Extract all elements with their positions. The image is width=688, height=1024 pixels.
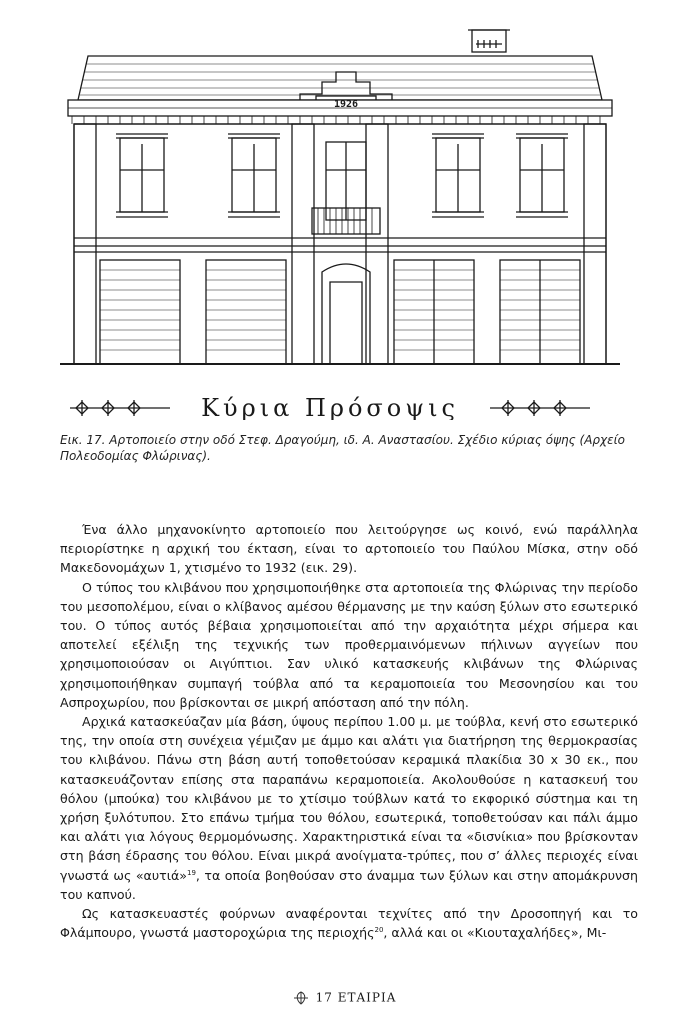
date-plaque-text: 1926 <box>333 99 359 110</box>
paragraph-3-text-b: , τα οποία βοηθούσαν στο άναμμα των ξύλων και στην απομάκρυνση του καπνού. <box>60 867 638 902</box>
entrance-door <box>322 264 370 364</box>
page-number: 17 <box>315 990 333 1005</box>
label-ornament-right <box>490 400 590 416</box>
paragraph-3 <box>60 712 638 904</box>
building-body <box>74 124 606 364</box>
drawing-label: Κύρια Πρόσοψις <box>201 394 459 420</box>
roof <box>78 56 602 100</box>
paragraph-4-text-a: Ως κατασκευαστές φούρνων αναφέρονται τεχνίτες από την Δροσοπηγή και το Φλάμπουρο, γνωστά μαστοροχώρια της περιοχής <box>60 906 638 941</box>
shop-shutters <box>100 260 580 364</box>
chimney <box>472 30 506 52</box>
facade-drawing <box>60 20 620 420</box>
paragraph-1-text: Ένα άλλο μηχανοκίνητο αρτοποιείο που λειτούργησε ως κοινό, ενώ παράλληλα περιορίστηκε η αρχική του έκταση, είναι το αρτοποιείο του Παύλου Μίσκα, στην οδό Μακεδονομάχων 1, χτισμένο το 1932 (εικ. 29). <box>60 522 638 576</box>
flourish-icon <box>292 990 310 1006</box>
paragraph-4-text-b: , αλλά και οι «Κιουταχαλήδες», Μι- <box>383 925 607 941</box>
page-footer <box>0 990 688 1006</box>
article-body <box>60 520 638 942</box>
footnote-ref-20: 20 <box>374 926 384 935</box>
paragraph-1 <box>60 520 638 578</box>
upper-windows <box>116 134 568 217</box>
figure-caption: Εικ. 17. Αρτοποιείο στην οδό Στεφ. Δραγούμη, ιδ. Α. Αναστασίου. Σχέδιο κύριας όψης (Αρχείο Πολεοδομίας Φλώρινας). <box>60 433 626 463</box>
paragraph-3-text-a: Αρχικά κατασκεύαζαν μία βάση, ύψους περίπου 1.00 μ. με τούβλα, κενή στο εσωτερικό της, την οποία στη συνέχεια γέμιζαν με άμμο και αλάτι για διατήρηση της θερμοκρασίας του κλιβάνου. Πάνω στη βάση αυτή τοποθετούσαν κεραμικά πλακίδια 30 x 30 εκ., που κατασκευάζονταν επίσης στα παραπάνω κεραμοποιεία. Ακολουθούσε η κατασκευή του θόλου (μπούκα) του κλιβάνου με το χτίσιμο τούβλων κατά το εκφορικό σύστημα και τη χρήση ξυλότυπου. Στο επάνω τμήμα του θόλου, εσωτερικά, τοποθετούσαν και πάλι άμμο και αλάτι για λόγους θερμομόνωσης. Χαρακτηριστικά είναι τα «δισνίκια» που βρίσκονταν στη βάση έδρασης του θόλου. Είναι μικρά ανοίγματα-τρύπες, που σ’ άλλες περιοχές είναι γνωστά ως «αυτιά» <box>60 714 638 883</box>
paragraph-2 <box>60 578 638 712</box>
label-ornament-left <box>70 400 170 416</box>
footnote-ref-19: 19 <box>186 868 196 877</box>
journal-name: ΕΤΑΙΡΙΑ <box>337 990 397 1005</box>
paragraph-4 <box>60 904 638 942</box>
paragraph-2-text: Ο τύπος του κλιβάνου που χρησιμοποιήθηκε στα αρτοποιεία της Φλώρινας την περίοδο του μεσοπολέμου, είναι ο κλίβανος αμέσου θέρμανσης με την καύση ξύλων στο εσωτερικό του. Ο τύπος αυτός βέβαια χρησιμοποιείται από την αρχαιότητα μέχρι σήμερα και αποτελεί εξέλιξη της τεχνικής των προθερμαινόμενων πήλινων αγγείων που χρησιμοποιούσαν οι Αιγύπτιοι. Σαν υλικό κατασκευής κλιβάνων της Φλώρινας χρησιμοποιήθηκαν συμπαγή τούβλα από τα κεραμοποιεία του Μεσονησίου και του Ασπροχωρίου, που βρίσκονται σε μικρή απόσταση από την πόλη. <box>60 579 638 710</box>
